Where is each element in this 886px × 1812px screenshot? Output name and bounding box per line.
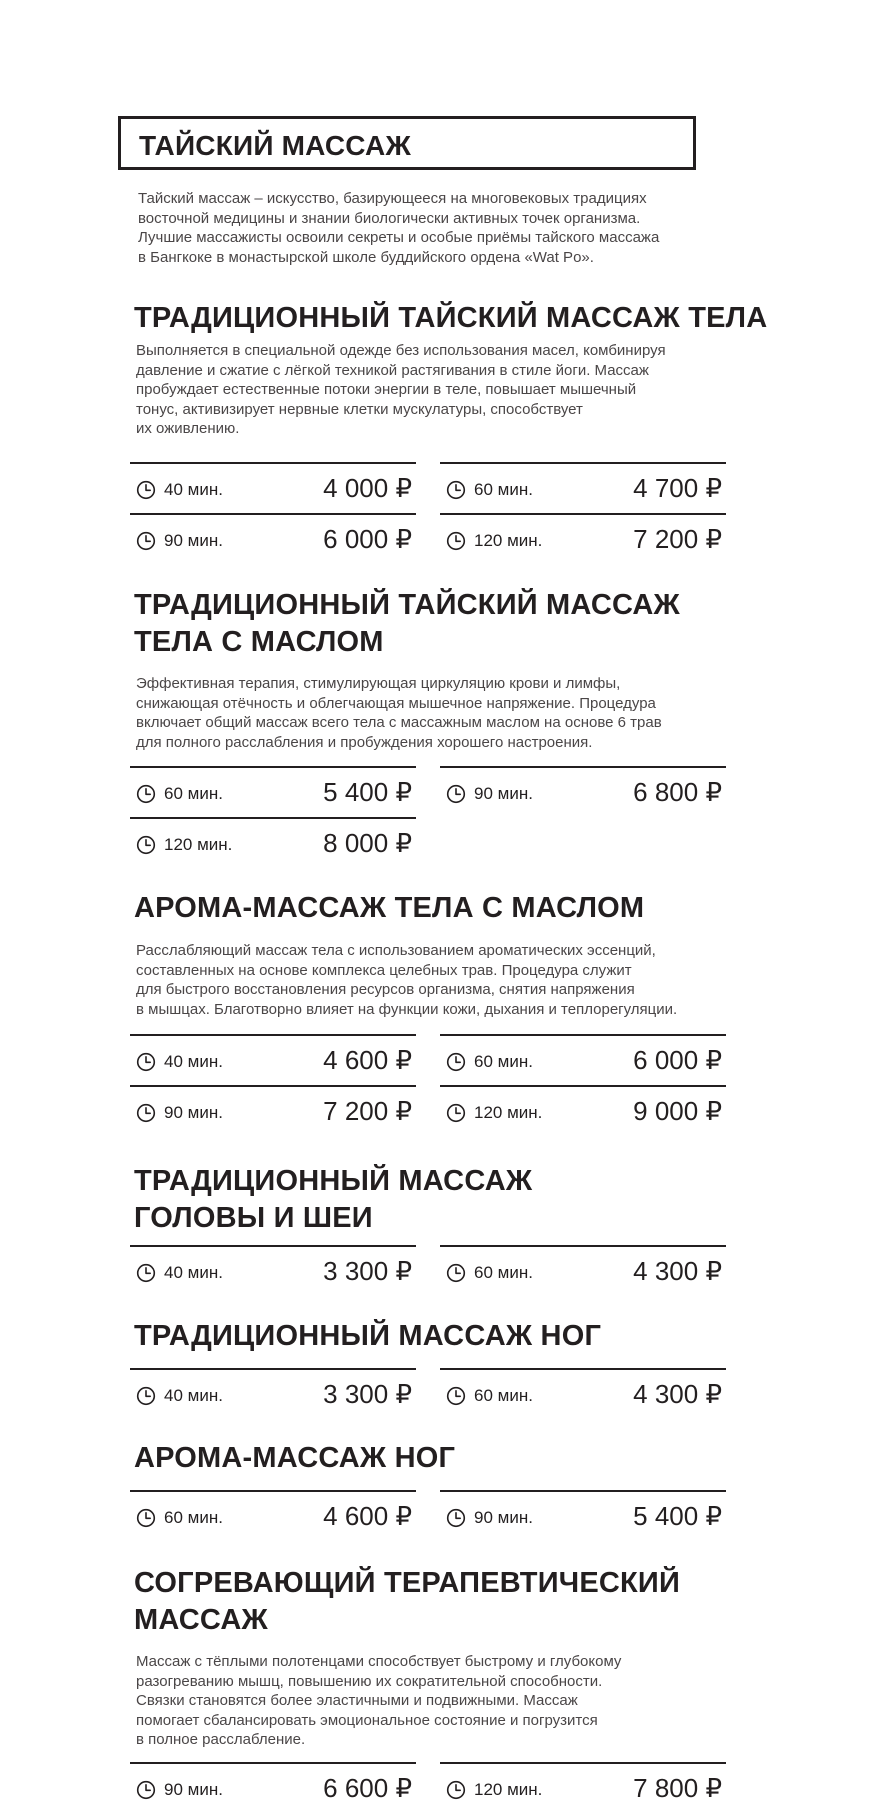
price-option (440, 1762, 726, 1812)
duration-label: 40 мин. (164, 1263, 223, 1282)
service-description (136, 341, 726, 439)
price-value: 3 300 ₽ (323, 1256, 412, 1286)
intro-text (138, 189, 718, 267)
service-title (134, 300, 767, 337)
service-description (136, 941, 726, 1019)
price-option (440, 766, 726, 816)
service-description-line: Расслабляющий массаж тела с использованием ароматических эссенций, (136, 942, 656, 959)
price-option (440, 1085, 726, 1135)
duration-label: 60 мин. (164, 1508, 223, 1527)
clock-icon (136, 784, 156, 804)
service-description-line: в полное расслабление. (136, 1731, 306, 1748)
price-option (440, 1245, 726, 1295)
price-value: 6 000 ₽ (633, 1045, 722, 1075)
price-option (440, 1490, 726, 1540)
duration-label: 90 мин. (164, 1780, 223, 1799)
clock-icon (446, 480, 466, 500)
service-title-line: МАССАЖ (134, 1604, 268, 1636)
duration-label: 120 мин. (474, 1103, 543, 1122)
clock-icon (136, 1508, 156, 1528)
price-option (440, 1368, 726, 1418)
service-description-line: включает общий массаж всего тела с массажным маслом на основе 6 трав (136, 714, 662, 731)
price-value: 5 400 ₽ (323, 777, 412, 807)
service-title (134, 1440, 455, 1477)
price-option (130, 513, 416, 563)
price-value: 4 600 ₽ (323, 1045, 412, 1075)
duration-label: 90 мин. (474, 1508, 533, 1527)
service-title-line: СОГРЕВАЮЩИЙ ТЕРАПЕВТИЧЕСКИЙ (134, 1567, 680, 1599)
clock-icon (136, 1386, 156, 1406)
clock-icon (136, 1780, 156, 1800)
duration-label: 60 мин. (474, 1263, 533, 1282)
duration-label: 40 мин. (164, 480, 223, 499)
service-description (136, 1652, 726, 1750)
price-value: 7 200 ₽ (633, 524, 722, 554)
price-option (130, 1085, 416, 1135)
service-description-line: разогреванию мышц, повышению их сократительной способности. (136, 1672, 603, 1690)
service-description-line: в мышцах. Благотворно влияет на функции кожи, дыхания и теплорегуляции. (136, 1000, 678, 1018)
price-value: 4 300 ₽ (633, 1256, 722, 1286)
service-title-line: ТРАДИЦИОННЫЙ ТАЙСКИЙ МАССАЖ (134, 589, 680, 621)
price-option (130, 1245, 416, 1295)
service-description-line: помогает сбалансировать эмоциональное состояние и погрузится (136, 1711, 598, 1729)
service-title (134, 587, 680, 661)
price-value: 9 000 ₽ (633, 1096, 722, 1126)
price-value: 5 400 ₽ (633, 1501, 722, 1531)
duration-label: 60 мин. (474, 480, 533, 499)
intro-line: восточной медицины и знании биологически активных точек организма. (138, 209, 641, 227)
price-value: 4 700 ₽ (633, 473, 722, 503)
price-option (130, 1368, 416, 1418)
price-value: 7 200 ₽ (323, 1096, 412, 1126)
clock-icon (446, 1263, 466, 1283)
price-option (130, 1762, 416, 1812)
service-description-line: Связки становятся более эластичными и подвижными. Массаж (136, 1692, 578, 1709)
price-option (130, 817, 416, 867)
clock-icon (136, 480, 156, 500)
duration-label: 60 мин. (474, 1052, 533, 1071)
clock-icon (446, 1103, 466, 1123)
price-value: 6 000 ₽ (323, 524, 412, 554)
clock-icon (446, 1052, 466, 1072)
price-value: 6 800 ₽ (633, 777, 722, 807)
price-value: 6 600 ₽ (323, 1773, 412, 1803)
price-option (440, 462, 726, 512)
clock-icon (446, 1386, 466, 1406)
service-title (134, 1163, 532, 1237)
clock-icon (136, 1103, 156, 1123)
duration-label: 40 мин. (164, 1052, 223, 1071)
service-title (134, 1318, 601, 1355)
service-title-line: ТРАДИЦИОННЫЙ МАССАЖ (134, 1165, 533, 1197)
price-option (440, 1034, 726, 1084)
service-title-line: ГОЛОВЫ И ШЕИ (134, 1202, 373, 1234)
price-option (440, 513, 726, 563)
service-description (136, 674, 726, 752)
price-value: 4 600 ₽ (323, 1501, 412, 1531)
price-value: 4 000 ₽ (323, 473, 412, 503)
service-description-line: для полного расслабления и пробуждения хорошего настроения. (136, 733, 593, 751)
clock-icon (446, 1780, 466, 1800)
clock-icon (446, 1508, 466, 1528)
intro-line: в Бангкоке в монастырской школе буддийского ордена «Wat Po». (138, 248, 594, 266)
service-title-line: ТЕЛА С МАСЛОМ (134, 626, 384, 658)
duration-label: 120 мин. (474, 1780, 543, 1799)
clock-icon (446, 531, 466, 551)
service-title (134, 890, 644, 927)
service-description-line: пробуждает естественные потоки энергии в теле, повышает мышечный (136, 381, 637, 398)
clock-icon (136, 531, 156, 551)
service-title-line: АРОМА-МАССАЖ ТЕЛА С МАСЛОМ (134, 892, 645, 924)
service-title-line: ТРАДИЦИОННЫЙ ТАЙСКИЙ МАССАЖ ТЕЛА (134, 302, 768, 334)
price-option (130, 1034, 416, 1084)
service-description-line: Эффективная терапия, стимулирующая циркуляцию крови и лимфы, (136, 675, 621, 692)
duration-label: 90 мин. (164, 531, 223, 550)
service-description-line: Выполняется в специальной одежде без использования масел, комбинируя (136, 342, 666, 359)
duration-label: 40 мин. (164, 1386, 223, 1405)
intro-line: Тайский массаж – искусство, базирующееся на многовековых традициях (138, 190, 647, 207)
duration-label: 60 мин. (474, 1386, 533, 1405)
duration-label: 120 мин. (474, 531, 543, 550)
duration-label: 60 мин. (164, 784, 223, 803)
page-title: ТАЙСКИЙ МАССАЖ (139, 130, 411, 161)
price-value: 8 000 ₽ (323, 828, 412, 858)
price-value: 4 300 ₽ (633, 1379, 722, 1409)
duration-label: 90 мин. (474, 784, 533, 803)
intro-line: Лучшие массажисты освоили секреты и особые приёмы тайского массажа (138, 229, 660, 246)
price-option (130, 462, 416, 512)
price-value: 3 300 ₽ (323, 1379, 412, 1409)
price-option (130, 766, 416, 816)
service-description-line: давление и сжатие с лёгкой техникой растягивания в стиле йоги. Массаж (136, 361, 649, 379)
service-title-line: АРОМА-МАССАЖ НОГ (134, 1442, 456, 1474)
service-title-line: ТРАДИЦИОННЫЙ МАССАЖ НОГ (134, 1320, 602, 1352)
clock-icon (136, 1263, 156, 1283)
page-header-box (118, 116, 696, 170)
clock-icon (136, 1052, 156, 1072)
service-description-line: составленных на основе комплекса целебных трав. Процедура служит (136, 961, 632, 979)
clock-icon (136, 835, 156, 855)
service-description-line: тонус, активизирует нервные клетки мускулатуры, способствует (136, 400, 583, 418)
service-description-line: их оживлению. (136, 420, 240, 437)
clock-icon (446, 784, 466, 804)
price-value: 7 800 ₽ (633, 1773, 722, 1803)
service-description-line: Массаж с тёплыми полотенцами способствует быстрому и глубокому (136, 1653, 622, 1670)
service-description-line: для быстрого восстановления ресурсов организма, снятия напряжения (136, 981, 635, 998)
price-option (130, 1490, 416, 1540)
service-description-line: снижающая отёчность и облегчающая мышечное напряжение. Процедура (136, 694, 656, 712)
duration-label: 90 мин. (164, 1103, 223, 1122)
service-title (134, 1565, 680, 1639)
duration-label: 120 мин. (164, 835, 233, 854)
